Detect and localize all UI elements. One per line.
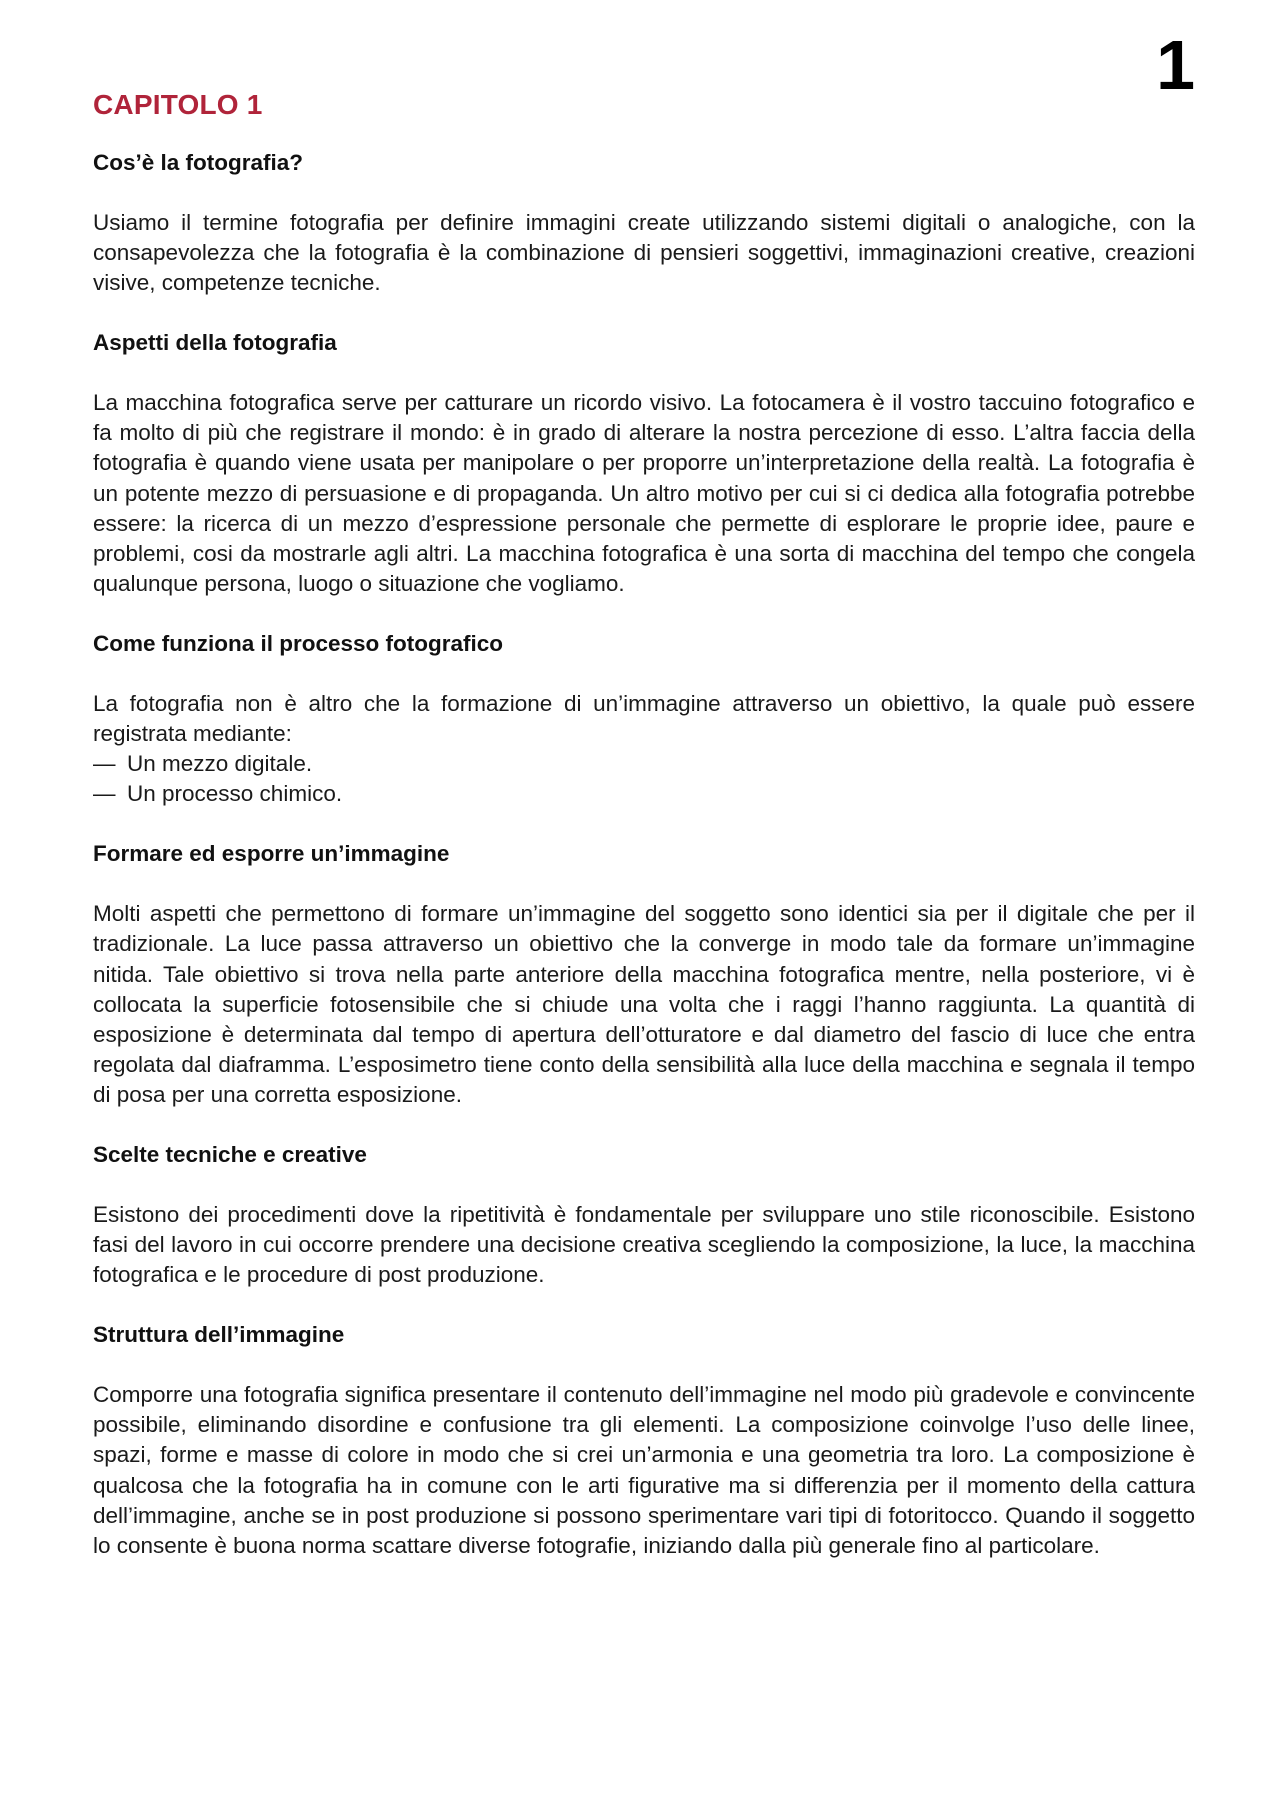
- list-item: [93, 749, 1195, 779]
- dash-marker: —: [93, 751, 116, 777]
- section-aspetti-della-fotografia: [93, 328, 1195, 599]
- section-paragraph: La macchina fotografica serve per catturare un ricordo visivo. La fotocamera è il vostro taccuino fotografico e fa molto di più che registrare il mondo: è in grado di alterare la nostra percezione di esso. L’altra faccia della fotografia è quando viene usata per manipolare o per proporre un’interpretazione della realtà. La fotografia è un potente mezzo di persuasione e di propaganda. Un altro motivo per cui si ci dedica alla fotografia potrebbe essere: la ricerca di un mezzo d’espressione personale che permette di esplorare le proprie idee, paure e problemi, cosi da mostrarle agli altri. La macchina fotografica è una sorta di macchina del tempo che congela qualunque persona, luogo o situazione che vogliamo.: [93, 390, 1195, 596]
- page-content: [93, 148, 1195, 1591]
- section-heading: Aspetti della fotografia: [93, 330, 337, 356]
- section-processo-fotografico: [93, 629, 1195, 809]
- section-paragraph: Usiamo il termine fotografia per definire immagini create utilizzando sistemi digitali o analogiche, con la consapevolezza che la fotografia è la combinazione di pensieri soggettivi, immaginazioni creative, creazioni visive, competenze tecniche.: [93, 210, 1195, 296]
- page-number: 1: [1156, 26, 1195, 104]
- dash-marker: —: [93, 781, 116, 807]
- section-scelte-tecniche-creative: [93, 1140, 1195, 1290]
- section-heading: Come funziona il processo fotografico: [93, 630, 504, 656]
- section-paragraph: Esistono dei procedimenti dove la ripetitività è fondamentale per sviluppare uno stile riconoscibile. Esistono fasi del lavoro in cui occorre prendere una decisione creativa scegliendo la composizione, la luce, la macchina fotografica e le procedure di post produzione.: [93, 1201, 1195, 1288]
- section-heading: Cos’è la fotografia?: [93, 150, 304, 175]
- section-cos-e-la-fotografia: [93, 148, 1195, 298]
- section-paragraph: La fotografia non è altro che la formazione di un’immagine attraverso un obiettivo, la quale può essere registrata mediante:: [93, 690, 1195, 747]
- list-item: [93, 779, 1195, 809]
- section-formare-esporre-immagine: [93, 839, 1195, 1110]
- section-paragraph: Molti aspetti che permettono di formare un’immagine del soggetto sono identici sia per il digitale che per il tradizionale. La luce passa attraverso un obiettivo che la converge in modo tale da formare un’immagine nitida. Tale obiettivo si trova nella parte anteriore della macchina fotografica mentre, nella posteriore, vi è collocata la superficie fotosensibile che si chiude una volta che i raggi l’hanno raggiunta. La quantità di esposizione è determinata dal tempo di apertura dell’otturatore e dal diametro del fascio di luce che entra regolata dal diaframma. L’esposimetro tiene conto della sensibilità alla luce della macchina e segnala il tempo di posa per una corretta esposizione.: [93, 901, 1195, 1107]
- list-item-text: Un mezzo digitale.: [127, 751, 313, 777]
- recording-methods-list: [93, 749, 1195, 809]
- section-paragraph: Comporre una fotografia significa presentare il contenuto dell’immagine nel modo più gradevole e convincente possibile, eliminando disordine e confusione tra gli elementi. La composizione coinvolge l’uso delle linee, spazi, forme e masse di colore in modo che si crei un’armonia e una geometria tra loro. La composizione è qualcosa che la fotografia ha in comune con le arti figurative ma si differenzia per il momento della cattura dell’immagine, anche se in post produzione si possono sperimentare vari tipi di fotoritocco. Quando il soggetto lo consente è buona norma scattare diverse fotografie, iniziando dalla più generale fino al particolare.: [93, 1382, 1195, 1558]
- section-struttura-immagine: [93, 1320, 1195, 1561]
- list-item-text: Un processo chimico.: [127, 781, 343, 807]
- chapter-title: CAPITOLO 1: [93, 89, 263, 120]
- section-heading: Scelte tecniche e creative: [93, 1141, 367, 1167]
- section-heading: Formare ed esporre un’immagine: [93, 841, 450, 867]
- section-heading: Struttura dell’immagine: [93, 1322, 345, 1348]
